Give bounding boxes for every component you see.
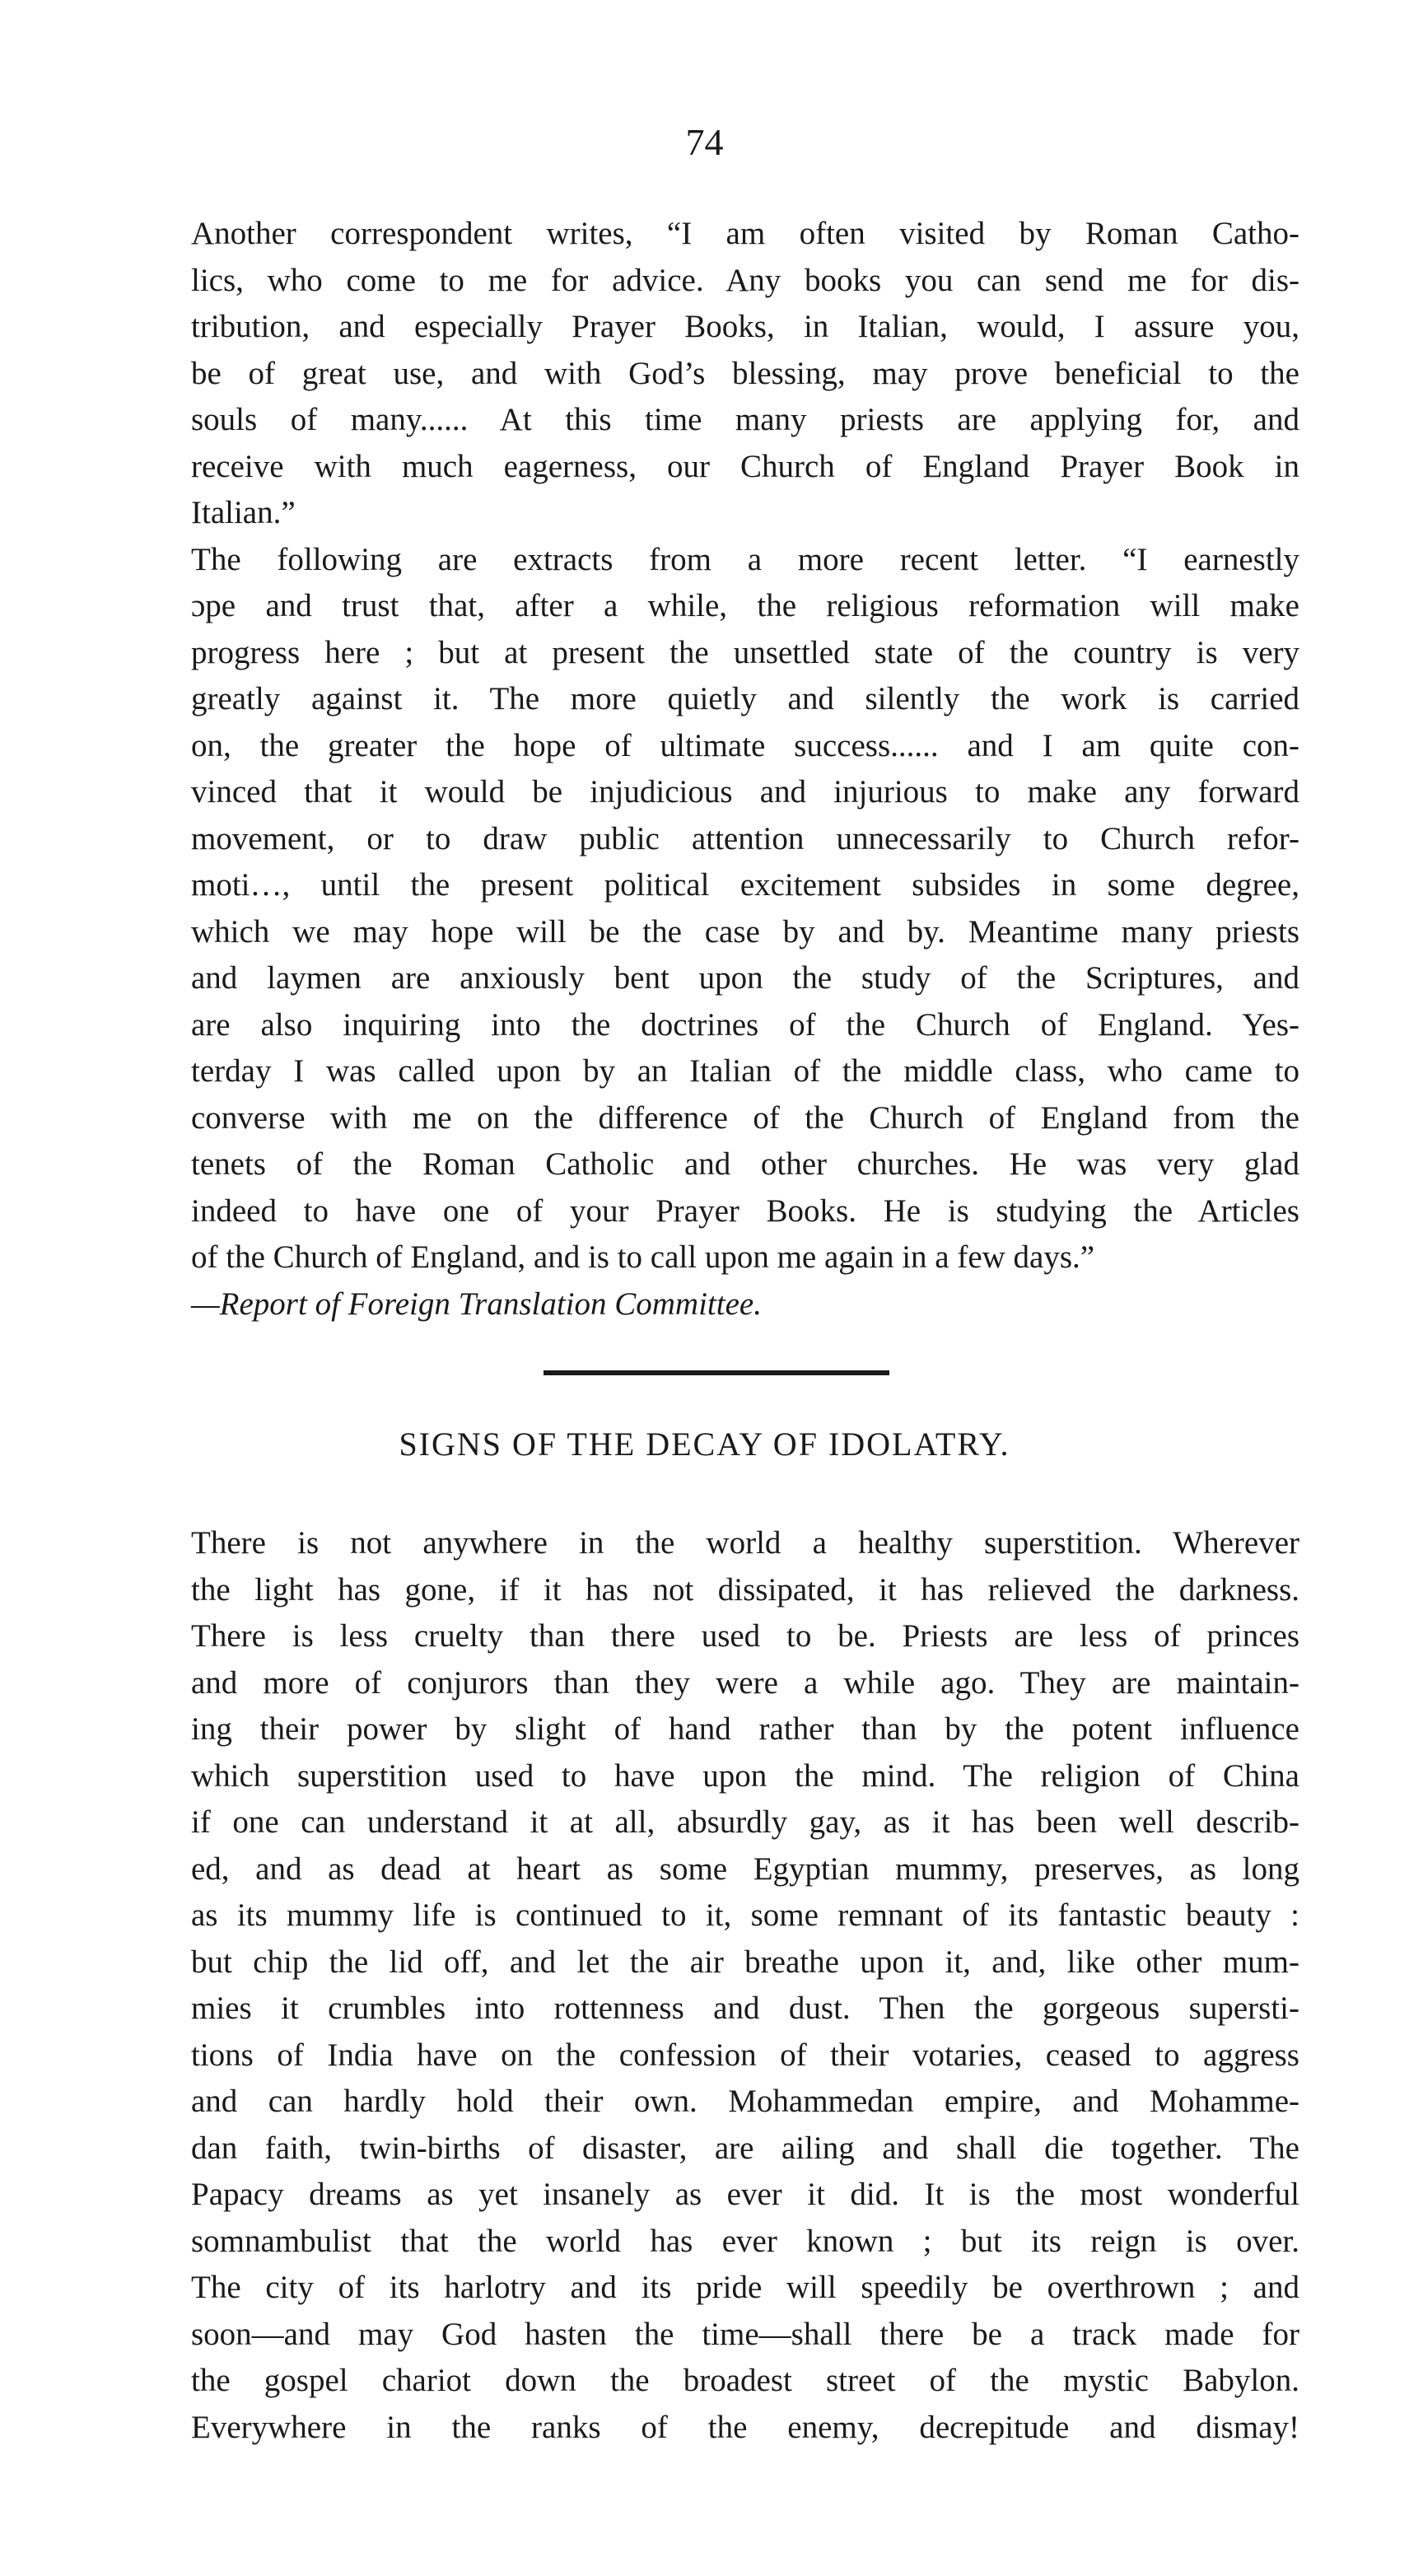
attribution: —Report of Foreign Translation Committee. xyxy=(191,1286,762,1322)
text-line: are also inquiring into the doctrines of the Church of England. Yes- xyxy=(191,1006,1299,1043)
text-line: mies it crumbles into rottenness and dust. Then the gorgeous supersti- xyxy=(191,1990,1299,2026)
text-line: if one can understand it at all, absurdly gay, as it has been well describ- xyxy=(191,1804,1299,1840)
page-number: 74 xyxy=(685,121,724,163)
letter-paragraph xyxy=(191,211,1299,537)
text-line: souls of many...... At this time many priests are applying for, and xyxy=(191,402,1299,437)
text-line: somnambulist that the world has ever known ; but its reign is over. xyxy=(191,2223,1299,2259)
text-line: The following are extracts from a more recent letter. “I earnestly xyxy=(191,541,1299,577)
text-line: lics, who come to me for advice. Any books you can send me for dis- xyxy=(191,262,1299,298)
text-line: There is less cruelty than there used to be. Priests are less of princes xyxy=(191,1618,1299,1654)
text-line: Papacy dreams as yet insanely as ever it did. It is the most wonderful xyxy=(191,2177,1299,2212)
text-line: terday I was called upon by an Italian of the middle class, who came to xyxy=(191,1053,1299,1089)
text-line: receive with much eagerness, our Church of England Prayer Book in xyxy=(191,448,1299,484)
text-line: on, the greater the hope of ultimate success...... and I am quite con- xyxy=(191,727,1299,763)
text-line: dan faith, twin-births of disaster, are ailing and shall die together. The xyxy=(191,2130,1299,2166)
text-line: ing their power by slight of hand rather than by the potent influence xyxy=(191,1711,1299,1747)
text-line: Another correspondent writes, “I am often visited by Roman Catho- xyxy=(191,216,1299,251)
text-line: the gospel chariot down the broadest street of the mystic Babylon. xyxy=(191,2363,1299,2398)
text-line: ed, and as dead at heart as some Egyptian mummy, preserves, as long xyxy=(191,1850,1299,1887)
text-line: of the Church of England, and is to call upon me again in a few days.” xyxy=(191,1239,1095,1275)
text-line: but chip the lid off, and let the air breathe upon it, and, like other mum- xyxy=(191,1944,1299,1980)
idolatry-section xyxy=(191,1520,1299,2451)
text-line: vinced that it would be injudicious and injurious to make any forward xyxy=(191,774,1299,810)
text-line: which superstition used to have upon the mind. The religion of China xyxy=(191,1757,1299,1794)
text-line: tribution, and especially Prayer Books, in Italian, would, I assure you, xyxy=(191,309,1299,344)
text-line: progress here ; but at present the unsettled state of the country is very xyxy=(191,634,1299,670)
text-line: and more of conjurors than they were a while ago. They are maintain- xyxy=(191,1664,1299,1701)
text-line: tions of India have on the confession of their votaries, ceased to aggress xyxy=(191,2037,1299,2073)
text-line: which we may hope will be the case by and by. Meantime many priests xyxy=(191,913,1299,950)
text-line: converse with me on the difference of the Church of England from the xyxy=(191,1099,1299,1136)
letter-section xyxy=(191,211,1299,1328)
extract-paragraph xyxy=(191,537,1299,1328)
text-line: Italian.” xyxy=(191,495,296,530)
text-line: be of great use, and with God’s blessing, may prove beneficial to the xyxy=(191,355,1299,391)
text-line: There is not anywhere in the world a healthy superstition. Wherever xyxy=(191,1525,1299,1561)
section-divider xyxy=(544,1370,889,1375)
text-line: soon—and may God hasten the time—shall there be a track made for xyxy=(191,2316,1299,2352)
text-line: tenets of the Roman Catholic and other churches. He was very glad xyxy=(191,1146,1299,1182)
text-line: and can hardly hold their own. Mohammedan empire, and Mohamme- xyxy=(191,2084,1299,2119)
text-line: ɔpe and trust that, after a while, the religious reformation will make xyxy=(191,588,1299,623)
text-line: moti…, until the present political excitement subsides in some degree, xyxy=(191,867,1299,903)
text-line: greatly against it. The more quietly and silently the work is carried xyxy=(191,681,1299,716)
text-line: the light has gone, if it has not dissipated, it has relieved the darkness. xyxy=(191,1571,1299,1608)
text-line: indeed to have one of your Prayer Books. He is studying the Articles xyxy=(191,1192,1299,1229)
text-line: as its mummy life is continued to it, some remnant of its fantastic beauty : xyxy=(191,1897,1299,1933)
text-line: and laymen are anxiously bent upon the study of the Scriptures, and xyxy=(191,960,1299,996)
text-line: Everywhere in the ranks of the enemy, decrepitude and dismay! xyxy=(191,2409,1299,2445)
text-line: movement, or to draw public attention unnecessarily to Church refor- xyxy=(191,820,1299,856)
section-title: SIGNS OF THE DECAY OF IDOLATRY. xyxy=(399,1426,1010,1463)
text-line: The city of its harlotry and its pride will speedily be overthrown ; and xyxy=(191,2270,1299,2305)
idolatry-paragraph xyxy=(191,1520,1299,2451)
